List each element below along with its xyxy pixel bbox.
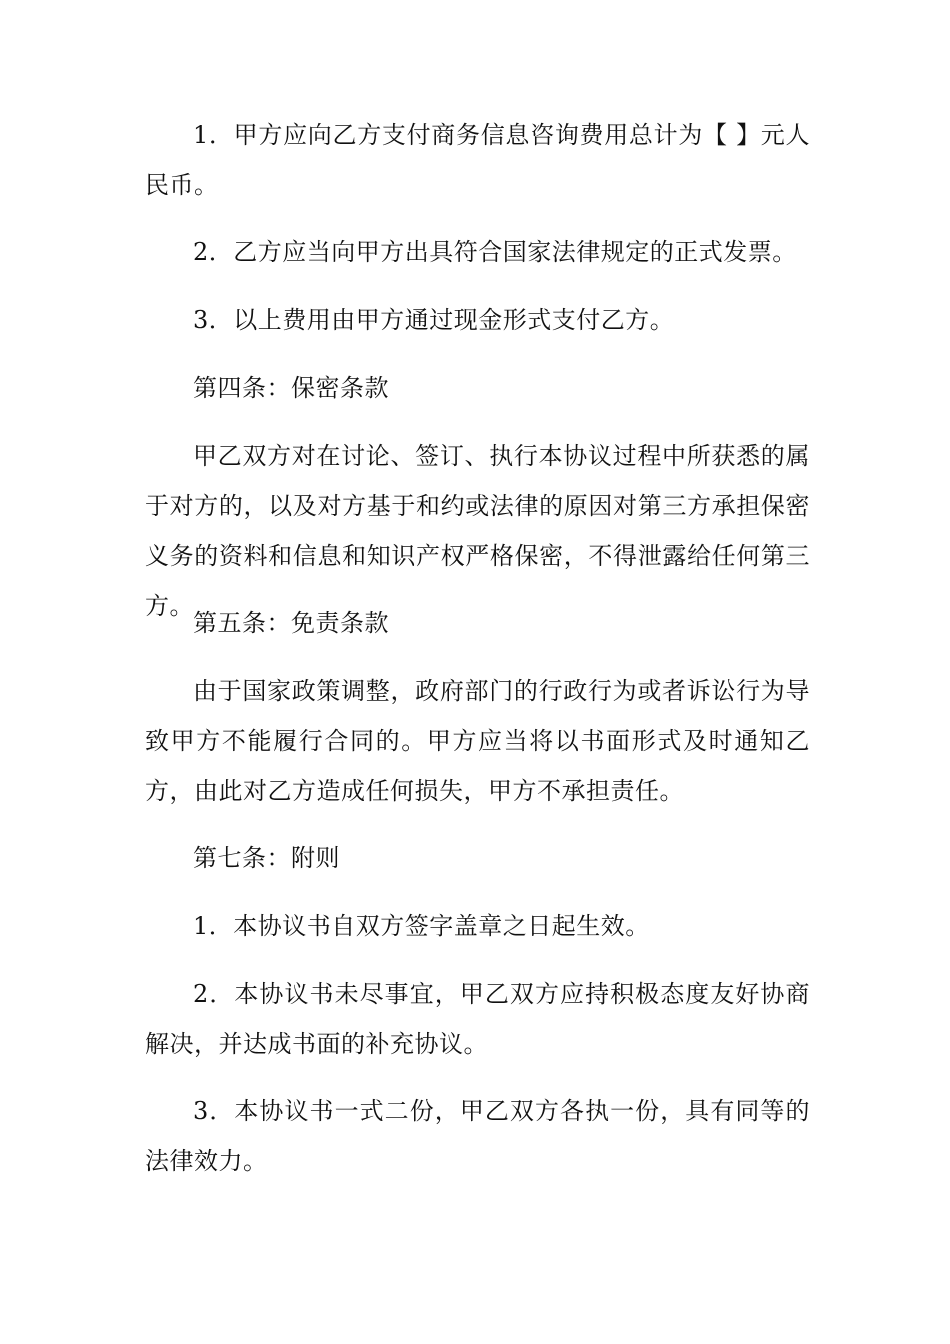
payment-clause-1: 1．甲方应向乙方支付商务信息咨询费用总计为【 】元人民币。 — [145, 121, 810, 199]
supplementary-clause-1: 1．本协议书自双方签字盖章之日起生效。 — [193, 912, 650, 940]
disclaimer-paragraph: 由于国家政策调整，政府部门的行政行为或者诉讼行为导致甲方不能履行合同的。甲方应当将以书面形式及时通知乙方，由此对乙方造成任何损失，甲方不承担责任。 — [145, 677, 810, 805]
article-7-heading: 第七条：附则 — [193, 844, 340, 872]
confidentiality-paragraph: 甲乙双方对在讨论、签订、执行本协议过程中所获悉的属于对方的，以及对方基于和约或法律的原因对第三方承担保密义务的资料和信息和知识产权严格保密，不得泄露给任何第三方。 — [145, 442, 810, 620]
article-5-heading: 第五条：免责条款 — [193, 609, 389, 637]
payment-clause-2: 2．乙方应当向甲方出具符合国家法律规定的正式发票。 — [193, 238, 797, 266]
payment-clause-3: 3．以上费用由甲方通过现金形式支付乙方。 — [193, 306, 675, 334]
supplementary-clause-2: 2．本协议书未尽事宜，甲乙双方应持积极态度友好协商解决，并达成书面的补充协议。 — [145, 980, 810, 1058]
supplementary-clause-3: 3．本协议书一式二份，甲乙双方各执一份，具有同等的法律效力。 — [145, 1097, 810, 1175]
article-4-heading: 第四条：保密条款 — [193, 374, 389, 402]
